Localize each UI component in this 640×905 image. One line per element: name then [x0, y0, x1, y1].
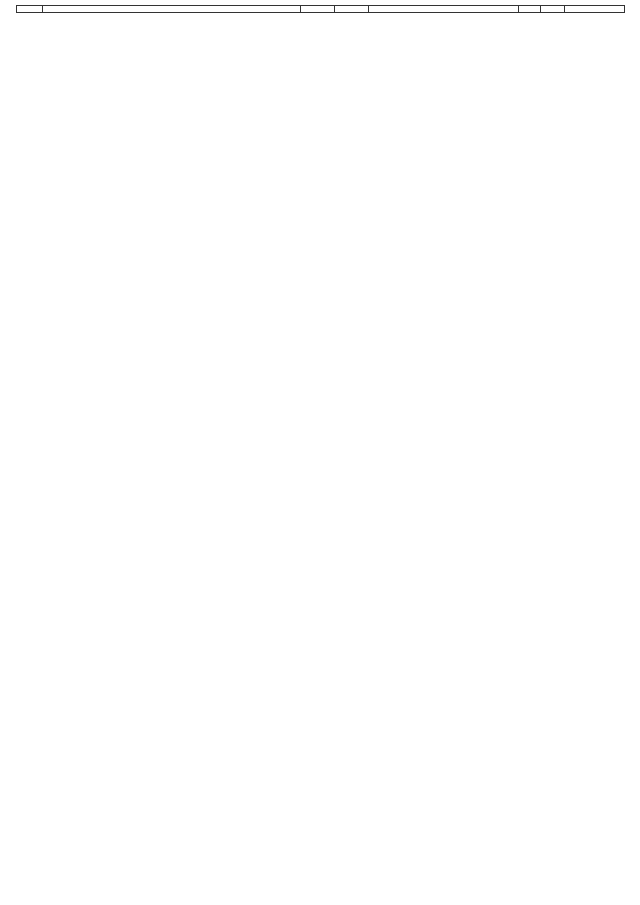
construction-year-cell: [301, 6, 335, 13]
last-repair-year-cell: [335, 6, 369, 13]
cost-cell: [565, 6, 625, 13]
register-table-body: [17, 6, 625, 13]
address-cell: [43, 6, 301, 13]
table-row: [17, 6, 625, 13]
plan-year-start-cell: [519, 6, 541, 13]
plan-year-end-cell: [541, 6, 565, 13]
row-number-cell: [17, 6, 43, 13]
work-type-cell: [369, 6, 519, 13]
register-table: [16, 5, 625, 13]
